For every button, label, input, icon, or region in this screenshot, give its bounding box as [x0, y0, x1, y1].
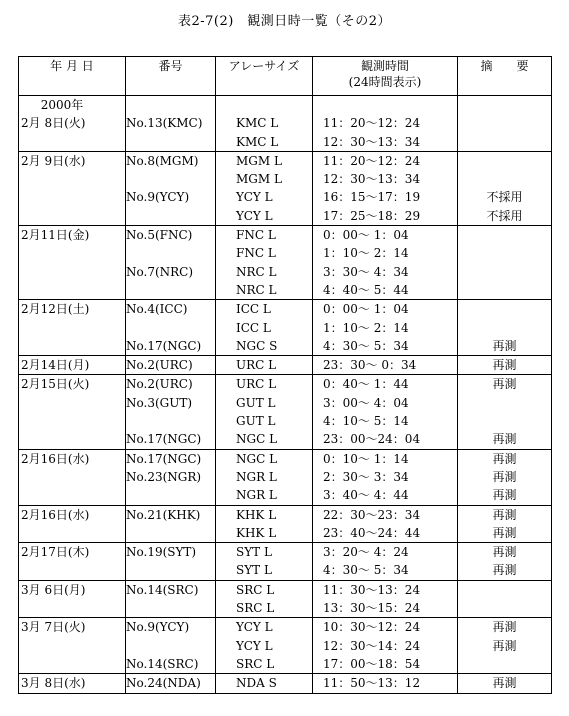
- note-cell-line: [458, 133, 551, 151]
- time-cell-line: 4：10～ 5：14: [323, 414, 409, 429]
- note-cell-line: 再測: [492, 432, 517, 447]
- note-cell-line: 再測: [492, 358, 517, 373]
- number-cell-line: No.23(NGR): [126, 469, 202, 484]
- array-size-cell-line: NGR L: [236, 488, 277, 503]
- table-row: [19, 151, 552, 225]
- page-title: 表2-7(2) 観測日時一覧（その2）: [177, 14, 392, 29]
- array-size-cell-line: SRC L: [236, 582, 275, 597]
- time-cell: [313, 226, 458, 300]
- array-size-cell-line: NRC L: [236, 264, 277, 279]
- number-cell-line: No.8(MGM): [126, 153, 199, 168]
- note-cell: [458, 580, 552, 618]
- date-cell-line: 2月15日(火): [21, 377, 90, 392]
- date-cell-line: 3月 7日(火): [21, 620, 86, 635]
- time-cell-line: 11：20～12：24: [323, 116, 421, 131]
- number-cell-line: [126, 96, 215, 114]
- number-cell-line: No.5(FNC): [126, 228, 193, 243]
- time-cell-line: 1：10～ 2：14: [323, 246, 409, 261]
- note-cell-line: 再測: [492, 638, 517, 653]
- note-cell: [458, 449, 552, 505]
- header-time: 観測時間 (24時間表示): [313, 57, 458, 96]
- array-size-cell-line: FNC L: [236, 246, 276, 261]
- note-cell-line: 再測: [492, 338, 517, 353]
- time-cell-line: 0：40～ 1：44: [323, 377, 409, 392]
- array-size-cell-line: SYT L: [236, 563, 272, 578]
- date-cell-line: 2月 8日(火): [21, 116, 86, 131]
- date-cell: [19, 226, 126, 300]
- time-cell: [313, 151, 458, 225]
- number-cell-line: No.21(KHK): [126, 507, 201, 522]
- array-size-cell: [216, 449, 313, 505]
- array-size-cell-line: KHK L: [236, 525, 277, 540]
- date-cell: [19, 543, 126, 581]
- number-cell-line: No.2(URC): [126, 377, 193, 392]
- note-cell-line: 再測: [492, 620, 517, 635]
- time-cell: [313, 300, 458, 356]
- note-cell-line: 再測: [492, 469, 517, 484]
- note-cell-line: [458, 599, 551, 617]
- header-row: [19, 57, 552, 96]
- table-row: [19, 96, 552, 152]
- note-cell: [458, 674, 552, 693]
- array-size-cell: [216, 618, 313, 674]
- note-cell-line: [458, 152, 551, 170]
- header-note: 摘 要: [458, 57, 552, 96]
- note-cell: [458, 226, 552, 300]
- note-cell-line: 再測: [492, 676, 517, 691]
- note-cell-line: 再測: [492, 488, 517, 503]
- date-cell: [19, 356, 126, 375]
- number-cell-line: No.19(SYT): [126, 545, 197, 560]
- time-cell: [313, 674, 458, 693]
- header-array-size: アレーサイズ: [216, 57, 313, 96]
- number-cell: [126, 226, 216, 300]
- note-cell: [458, 151, 552, 225]
- array-size-cell-line: FNC L: [236, 228, 276, 243]
- table-row: [19, 226, 552, 300]
- date-cell: [19, 674, 126, 693]
- time-cell-line: 22：30～23：34: [323, 507, 421, 522]
- date-cell-line: 2000年: [40, 98, 84, 112]
- number-cell-line: No.4(ICC): [126, 302, 188, 317]
- note-cell: [458, 543, 552, 581]
- array-size-cell-line: SRC L: [236, 656, 275, 671]
- number-cell: [126, 375, 216, 449]
- number-cell-line: No.3(GUT): [126, 395, 193, 410]
- date-cell-line: 2月16日(水): [21, 507, 90, 522]
- time-cell-line: 23：30～ 0：34: [323, 358, 417, 373]
- time-cell: [313, 356, 458, 375]
- date-cell-line: 2月14日(月): [21, 358, 90, 373]
- note-cell: [458, 356, 552, 375]
- time-cell: [313, 580, 458, 618]
- array-size-cell-line: NGR L: [236, 469, 277, 484]
- time-cell-line: [313, 96, 457, 114]
- array-size-cell-line: NRC L: [236, 282, 277, 297]
- number-cell-line: No.17(NGC): [126, 451, 202, 466]
- time-cell-line: 17：00～18：54: [323, 656, 421, 671]
- table-row: [19, 505, 552, 543]
- array-size-cell: [216, 580, 313, 618]
- number-cell-line: No.14(SRC): [126, 656, 199, 671]
- time-cell: [313, 96, 458, 152]
- note-cell: [458, 375, 552, 449]
- note-cell-line: [458, 281, 551, 299]
- date-cell: [19, 375, 126, 449]
- date-cell: [19, 580, 126, 618]
- note-cell-line: 再測: [492, 525, 517, 540]
- time-cell-line: 17：25～18：29: [323, 208, 421, 223]
- table-row: [19, 356, 552, 375]
- date-cell-line: 3月 8日(水): [21, 676, 86, 691]
- note-cell-line: [458, 244, 551, 262]
- time-cell-line: 0：10～ 1：14: [323, 451, 409, 466]
- time-cell-line: 4：30～ 5：34: [323, 338, 409, 353]
- array-size-cell: [216, 674, 313, 693]
- observation-table: [18, 56, 552, 694]
- time-cell-line: 23：40～24：44: [323, 525, 421, 540]
- number-cell: [126, 618, 216, 674]
- array-size-cell: [216, 505, 313, 543]
- time-cell: [313, 449, 458, 505]
- table-body: [19, 96, 552, 694]
- array-size-cell-line: SYT L: [236, 545, 272, 560]
- time-cell-line: 0：00～ 1：04: [323, 228, 409, 243]
- note-cell-line: 再測: [492, 563, 517, 578]
- time-cell-line: 0：00～ 1：04: [323, 302, 409, 317]
- array-size-cell-line: NGC L: [236, 432, 278, 447]
- array-size-cell-line: KMC L: [236, 116, 279, 131]
- time-cell: [313, 543, 458, 581]
- date-cell-line: 2月11日(金): [21, 228, 90, 243]
- array-size-cell-line: MGM L: [236, 153, 282, 168]
- date-cell-line: 3月 6日(月): [21, 582, 86, 597]
- array-size-cell-line: ICC L: [236, 302, 271, 317]
- date-cell-line: 2月 9日(水): [21, 153, 86, 168]
- array-size-cell-line: GUT L: [236, 414, 276, 429]
- number-cell-line: [126, 637, 215, 655]
- time-cell-line: 1：10～ 2：14: [323, 320, 409, 335]
- note-cell: [458, 96, 552, 152]
- number-cell: [126, 449, 216, 505]
- note-cell-line: [458, 581, 551, 599]
- note-cell: [458, 618, 552, 674]
- number-cell-line: No.17(NGC): [126, 432, 202, 447]
- array-size-cell: [216, 300, 313, 356]
- time-cell-line: 3：20～ 4：24: [323, 545, 409, 560]
- time-cell: [313, 618, 458, 674]
- time-cell-line: 3：00～ 4：04: [323, 395, 409, 410]
- date-cell: [19, 449, 126, 505]
- table-row: [19, 300, 552, 356]
- table-row: [19, 618, 552, 674]
- number-cell-line: No.7(NRC): [126, 264, 194, 279]
- array-size-cell-line: URC L: [236, 358, 277, 373]
- time-cell-line: 11：50～13：12: [323, 676, 421, 691]
- note-cell-line: [458, 300, 551, 318]
- time-cell-line: 11：20～12：24: [323, 153, 421, 168]
- time-cell-line: 4：30～ 5：34: [323, 563, 409, 578]
- time-cell-line: 12：30～13：34: [323, 172, 421, 187]
- array-size-cell: [216, 356, 313, 375]
- array-size-cell-line: SRC L: [236, 601, 275, 616]
- note-cell-line: 再測: [492, 545, 517, 560]
- time-cell: [313, 375, 458, 449]
- header-number: 番号: [126, 57, 216, 96]
- number-cell: [126, 674, 216, 693]
- number-cell-line: No.13(KMC): [126, 116, 203, 131]
- header-date: 年 月 日: [19, 57, 126, 96]
- number-cell: [126, 151, 216, 225]
- array-size-cell-line: GUT L: [236, 395, 276, 410]
- array-size-cell-line: MGM L: [236, 172, 282, 187]
- number-cell: [126, 300, 216, 356]
- number-cell-line: No.9(YCY): [126, 190, 190, 205]
- number-cell-line: [126, 170, 215, 188]
- time-cell-line: 16：15～17：19: [323, 190, 421, 205]
- note-cell-line: [458, 226, 551, 244]
- time-cell-line: 12：30～14：24: [323, 638, 421, 653]
- number-cell-line: [126, 412, 215, 430]
- date-cell: [19, 151, 126, 225]
- array-size-cell-line: KHK L: [236, 507, 277, 522]
- note-cell-line: 不採用: [486, 208, 523, 223]
- note-cell: [458, 505, 552, 543]
- table-row: [19, 580, 552, 618]
- table-row: [19, 543, 552, 581]
- note-cell-line: [458, 114, 551, 132]
- array-size-cell: [216, 543, 313, 581]
- date-cell: [19, 300, 126, 356]
- time-cell-line: 10：30～12：24: [323, 620, 421, 635]
- note-cell-line: 再測: [492, 377, 517, 392]
- number-cell-line: No.17(NGC): [126, 338, 202, 353]
- note-cell-line: 再測: [492, 507, 517, 522]
- date-cell: [19, 618, 126, 674]
- array-size-cell-line: YCY L: [236, 190, 273, 205]
- time-cell-line: 3：40～ 4：44: [323, 488, 409, 503]
- array-size-cell: [216, 226, 313, 300]
- table-row: [19, 375, 552, 449]
- array-size-cell-line: NDA S: [236, 676, 277, 691]
- time-cell-line: 11：30～13：24: [323, 582, 421, 597]
- array-size-cell-line: NGC L: [236, 451, 278, 466]
- number-cell: [126, 543, 216, 581]
- number-cell-line: No.2(URC): [126, 358, 193, 373]
- array-size-cell-line: YCY L: [236, 638, 273, 653]
- number-cell: [126, 505, 216, 543]
- number-cell-line: No.24(NDA): [126, 676, 201, 691]
- array-size-cell: [216, 375, 313, 449]
- time-cell-line: 2：30～ 3：34: [323, 469, 409, 484]
- number-cell-line: [126, 244, 215, 262]
- time-cell-line: 13：30～15：24: [323, 601, 421, 616]
- table-row: [19, 674, 552, 693]
- date-cell-line: 2月12日(土): [21, 302, 90, 317]
- number-cell: [126, 96, 216, 152]
- date-cell-line: 2月16日(水): [21, 451, 90, 466]
- note-cell-line: [458, 263, 551, 281]
- number-cell: [126, 356, 216, 375]
- time-cell-line: 23：00～24：04: [323, 432, 421, 447]
- time-cell-line: 12：30～13：34: [323, 134, 421, 149]
- array-size-cell-line: [216, 96, 312, 114]
- date-cell: [19, 505, 126, 543]
- number-cell: [126, 580, 216, 618]
- table-row: [19, 449, 552, 505]
- time-cell-line: 3：30～ 4：34: [323, 264, 409, 279]
- note-cell: [458, 300, 552, 356]
- date-cell: [19, 96, 126, 152]
- array-size-cell-line: URC L: [236, 377, 277, 392]
- note-cell-line: [458, 170, 551, 188]
- number-cell-line: [126, 319, 215, 337]
- array-size-cell-line: NGC S: [236, 338, 278, 353]
- array-size-cell-line: YCY L: [236, 620, 273, 635]
- array-size-cell-line: ICC L: [236, 320, 271, 335]
- time-cell-line: 4：40～ 5：44: [323, 282, 409, 297]
- note-cell-line: [458, 394, 551, 412]
- date-cell-line: 2月17日(木): [21, 545, 90, 560]
- note-cell-line: 不採用: [486, 190, 523, 205]
- note-cell-line: 再測: [492, 451, 517, 466]
- array-size-cell: [216, 151, 313, 225]
- note-cell-line: [458, 655, 551, 673]
- number-cell-line: No.9(YCY): [126, 620, 190, 635]
- array-size-cell: [216, 96, 313, 152]
- note-cell-line: [458, 96, 551, 114]
- array-size-cell-line: YCY L: [236, 208, 273, 223]
- note-cell-line: [458, 319, 551, 337]
- note-cell-line: [458, 412, 551, 430]
- array-size-cell-line: KMC L: [236, 134, 279, 149]
- time-cell: [313, 505, 458, 543]
- number-cell-line: No.14(SRC): [126, 582, 199, 597]
